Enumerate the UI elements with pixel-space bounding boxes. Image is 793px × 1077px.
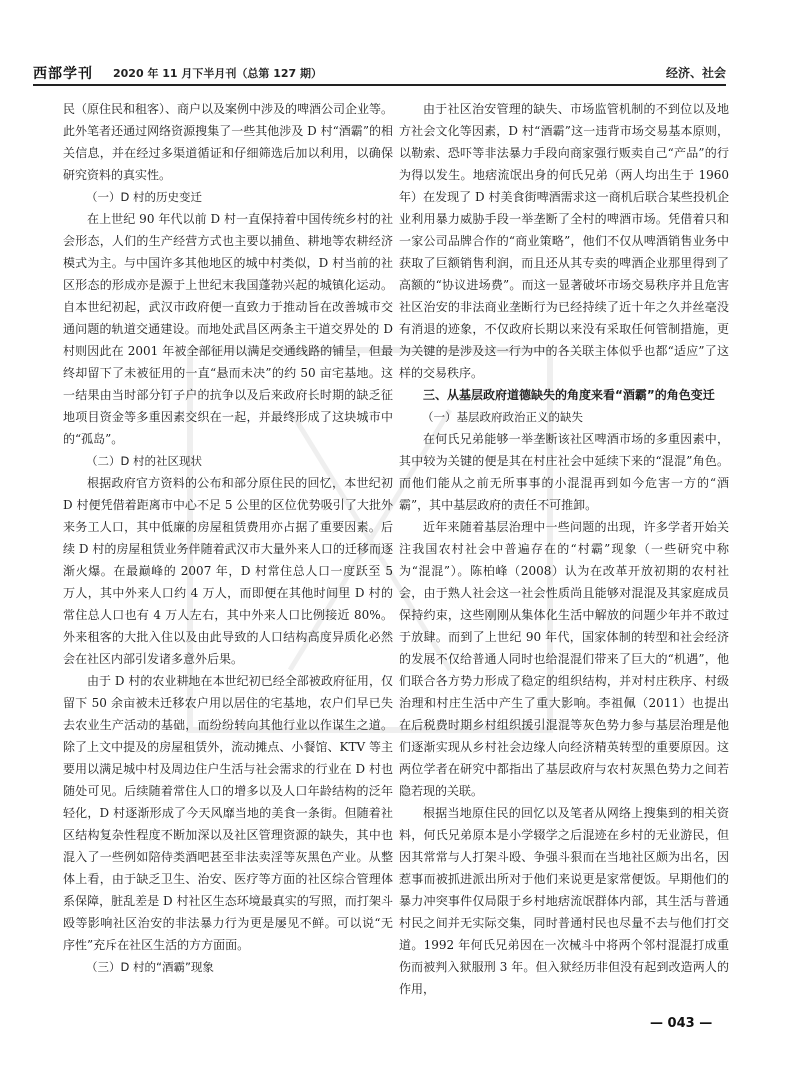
subsection-heading: （二）D 村的社区现状 — [86, 454, 203, 468]
issue-info: 2020 年 11 月下半月刊（总第 127 期） — [113, 67, 323, 80]
left-column — [63, 98, 393, 1028]
paragraph: 近年来随着基层治理中一些问题的出现，许多学者开始关注我国农村社会中普遍存在的“村霸”现象（一些研究中称为“混混”）。陈柏峰（2008）认为在改革开放初期的农村社会，由于熟人社会这一社会性质尚且能够对混混及其家庭成员保持约束，这些刚刚从集体化生活中解放的问题少年并不敢过于放肆。而到了上世纪 90 年代，国家体制的转型和社会经济的发展不仅给普通人同时也给混混们带来了巨大的“机遇”，他们联合各方势力形成了稳定的组织结构，并对村庄秩序、村级治理和村庄生活中产生了重大影响。李祖佩（2011）也提出在后税费时期乡村组织援引混混等灰色势力参与基层治理是他们逐渐实现从乡村社会边缘人向经济精英转型的重要原因。这两位学者在研究中都指出了基层政府与农村灰黑色势力之间若隐若现的关联。 — [399, 520, 729, 798]
paragraph: 由于 D 村的农业耕地在本世纪初已经全部被政府征用，仅留下 50 余亩被未迁移农户用以居住的宅基地，农户们早已失去农业生产活动的基础，而纷纷转向其他行业以作谋生之道。除了上文中提及的房屋租赁外，流动摊点、小餐馆、KTV 等主要用以满足城中村及周边住户生活与社会需求的行业在 D 村也随处可见。后续随着常住人口的增多以及人口年龄结构的泛年轻化，D 村逐渐形成了今天风靡当地的美食一条街。但随着社区结构复杂性程度不断加深以及社区管理资源的缺失，其中也混入了一些例如陪侍类酒吧甚至非法卖淫等灰黑色产业。从整体上看，由于缺乏卫生、治安、医疗等方面的社区综合管理体系保障，脏乱差是 D 村社区生态环境最真实的写照，而打架斗殴等影响社区治安的非法暴力行为更是屡见不鲜。可以说“无序性”充斥在社区生活的方方面面。 — [63, 674, 393, 952]
page-header — [33, 62, 726, 86]
paragraph: 在何氏兄弟能够一举垄断该社区啤酒市场的多重因素中，其中较为关键的便是其在村庄社会中延续下来的“混混”角色。而他们能从之前无所事事的小混混再到如今危害一方的“酒霸”，其中基层政府的责任不可推卸。 — [399, 432, 729, 512]
paragraph: 由于社区治安管理的缺失、市场监管机制的不到位以及地方社会文化等因素，D 村“酒霸”这一违背市场交易基本原则，以勒索、恐吓等非法暴力手段向商家强行贩卖自己“产品”的行为得以发生。地痞流氓出身的何氏兄弟（两人均出生于 1960 年）在发现了 D 村美食街啤酒需求这一商机后联合某些投机企业利用暴力威胁手段一举垄断了全村的啤酒市场。凭借着只和一家公司品牌合作的“商业策略”，他们不仅从啤酒销售业务中获取了巨额销售利润，而且还从其专卖的啤酒企业那里得到了高额的“协议进场费”。而这一显著破坏市场交易秩序并且危害社区治安的非法商业垄断行为已经持续了近十年之久并丝毫没有消退的迹象，不仅政府长期以来没有采取任何管制措施，更为关键的是涉及这一行为中的各关联主体似乎也都“适应”了这样的交易秩序。 — [399, 102, 729, 380]
paragraph: 在上世纪 90 年代以前 D 村一直保持着中国传统乡村的社会形态，人们的生产经营方式也主要以捕鱼、耕地等农耕经济模式为主。与中国许多其他地区的城中村类似，D 村当前的社区形态的形成亦是源于上世纪末我国蓬勃兴起的城镇化运动。自本世纪初起，武汉市政府便一直致力于推动旨在改善城市交通问题的轨道交通建设。而地处武昌区两条主干道交界处的 D 村则因此在 2001 年被全部征用以满足交通线路的铺呈，但最终却留下了未被征用的一直“悬而未决”的约 50 亩宅基地。这一结果由当时部分钉子户的抗争以及后来政府长时期的缺乏征地项目资金等多重因素交织在一起，并最终形成了这块城市中的“孤岛”。 — [63, 212, 393, 446]
page-number: — 043 — — [650, 1016, 713, 1031]
section-heading: 三、从基层政府道德缺失的角度来看“酒霸”的角色变迁 — [423, 388, 715, 402]
subsection-heading: （一）D 村的历史变迁 — [86, 190, 203, 204]
paragraph: 根据当地原住民的回忆以及笔者从网络上搜集到的相关资料，何氏兄弟原本是小学辍学之后混迹在乡村的无业游民，但因其常常与人打架斗殴、争强斗狠而在当地社区颇为出名，因惹事而被抓进派出所对于他们来说更是家常便饭。早期他们的暴力冲突事件仅局限于乡村地痞流氓群体内部，其生活与普通村民之间并无实际交集，同时普通村民也尽量不去与他们打交道。1992 年何氏兄弟因在一次械斗中将两个邻村混混打成重伤而被判入狱服刑 3 年。但入狱经历非但没有起到改造两人的作用， — [399, 806, 729, 996]
right-column — [399, 98, 729, 1028]
paragraph: 根据政府官方资料的公布和部分原住民的回忆，本世纪初 D 村便凭借着距离市中心不足 5 公里的区位优势吸引了大批外来务工人口，其中低廉的房屋租赁费用亦占据了重要因素。后续 D 村的房屋租赁业务伴随着武汉市大量外来人口的迁移而逐渐火爆。在最巅峰的 2007 年，D 村常住总人口一度跃至 5 万人，其中外来人口约 4 万人，而即便在其他时间里 D 村的常住总人口也有 4 万人左右，其中外来人口比例接近 80%。外来租客的大批入住以及由此导致的人口结构高度异质化必然会在社区内部引发诸多意外后果。 — [63, 476, 393, 666]
paragraph-continued: 民（原住民和租客）、商户以及案例中涉及的啤酒公司企业等。此外笔者还通过网络资源搜集了一些其他涉及 D 村“酒霸”的相关信息，并在经过多渠道循证和仔细筛选后加以利用，以确保研究资料的真实性。 — [63, 102, 393, 182]
subsection-heading: （一）基层政府政治正义的缺失 — [422, 410, 583, 424]
section-title: 经济、社会 — [665, 66, 726, 80]
subsection-heading: （三）D 村的“酒霸”现象 — [86, 960, 214, 974]
journal-brand: 西部学刊 — [33, 66, 93, 82]
